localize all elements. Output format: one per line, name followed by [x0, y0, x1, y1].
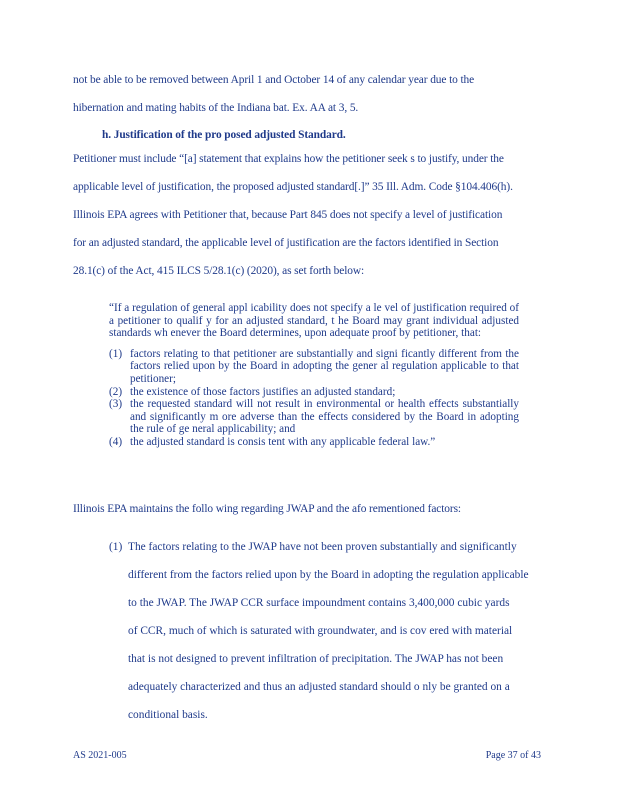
quote-factor-item: [109, 348, 519, 386]
quote-factor-number: (1): [109, 347, 123, 360]
quote-intro: “If a regulation of general appl icability does not specify a le vel of justification required of a petitioner to qualif y for an adjusted standard, t he Board may grant individual adjusted standards wh enever the Board determines, upon adequate proof by petitioner, that:: [109, 302, 519, 340]
quote-factor-text: the existence of those factors justifies an adjusted standard;: [130, 385, 396, 398]
quote-factor-text: the requested standard will not result in environmental or health effects substantially and significantly m ore adverse than the effects considered by the Board in adopting the rule of ge neral applicability; and: [130, 398, 519, 436]
quote-factor-item: [109, 436, 519, 449]
quote-factor-number: (4): [109, 435, 123, 448]
factor-line: to the JWAP. The JWAP CCR surface impoundment contains 3,400,000 cubic yards: [128, 597, 510, 609]
quote-factor-list: [109, 348, 519, 449]
factor-line: that is not designed to prevent infiltration of precipitation. The JWAP has not been: [128, 653, 504, 665]
body-line: Illinois EPA agrees with Petitioner that, because Part 845 does not specify a level of justification: [73, 209, 503, 221]
body-line: Illinois EPA maintains the follo wing regarding JWAP and the afo rementioned factors:: [73, 503, 461, 515]
factor-number: (1): [109, 541, 123, 553]
quote-factor-item: [109, 398, 519, 436]
factor-line: different from the factors relied upon by the Board in adopting the regulation applicable: [128, 569, 529, 581]
quote-factor-text: factors relating to that petitioner are substantially and signi ficantly different from the factors relied upon by the Board in adopting the gener al regulation applicable to that petitioner;: [130, 347, 519, 385]
factor-line: The factors relating to the JWAP have not been proven substantially and significantly: [128, 541, 517, 553]
body-line: for an adjusted standard, the applicable level of justification are the factors identified in Section: [73, 237, 499, 249]
footer-page-number: Page 37 of 43: [485, 750, 541, 761]
quote-factor-number: (2): [109, 385, 123, 398]
factor-line: adequately characterized and thus an adjusted standard should o nly be granted on a: [128, 681, 510, 693]
quote-factor-number: (3): [109, 398, 123, 411]
body-line: applicable level of justification, the proposed adjusted standard[.]” 35 Ill. Adm. Code §104.406(h).: [73, 181, 513, 193]
quote-factor-text: the adjusted standard is consis tent with any applicable federal law.”: [130, 435, 436, 448]
body-line: 28.1(c) of the Act, 415 ILCS 5/28.1(c) (2020), as set forth below:: [73, 265, 365, 277]
quote-factor-item: [109, 386, 519, 399]
block-quote: [109, 302, 519, 449]
body-line: not be able to be removed between April 1 and October 14 of any calendar year due to the: [73, 74, 475, 86]
factor-line: of CCR, much of which is saturated with groundwater, and is cov ered with material: [128, 625, 513, 637]
body-line: Petitioner must include “[a] statement that explains how the petitioner seek s to justify, under the: [73, 153, 504, 165]
footer-docket-number: AS 2021-005: [73, 750, 127, 761]
factor-line: conditional basis.: [128, 709, 208, 721]
section-heading: h. Justification of the pro posed adjusted Standard.: [102, 129, 346, 141]
body-line: hibernation and mating habits of the Indiana bat. Ex. AA at 3, 5.: [73, 102, 359, 114]
